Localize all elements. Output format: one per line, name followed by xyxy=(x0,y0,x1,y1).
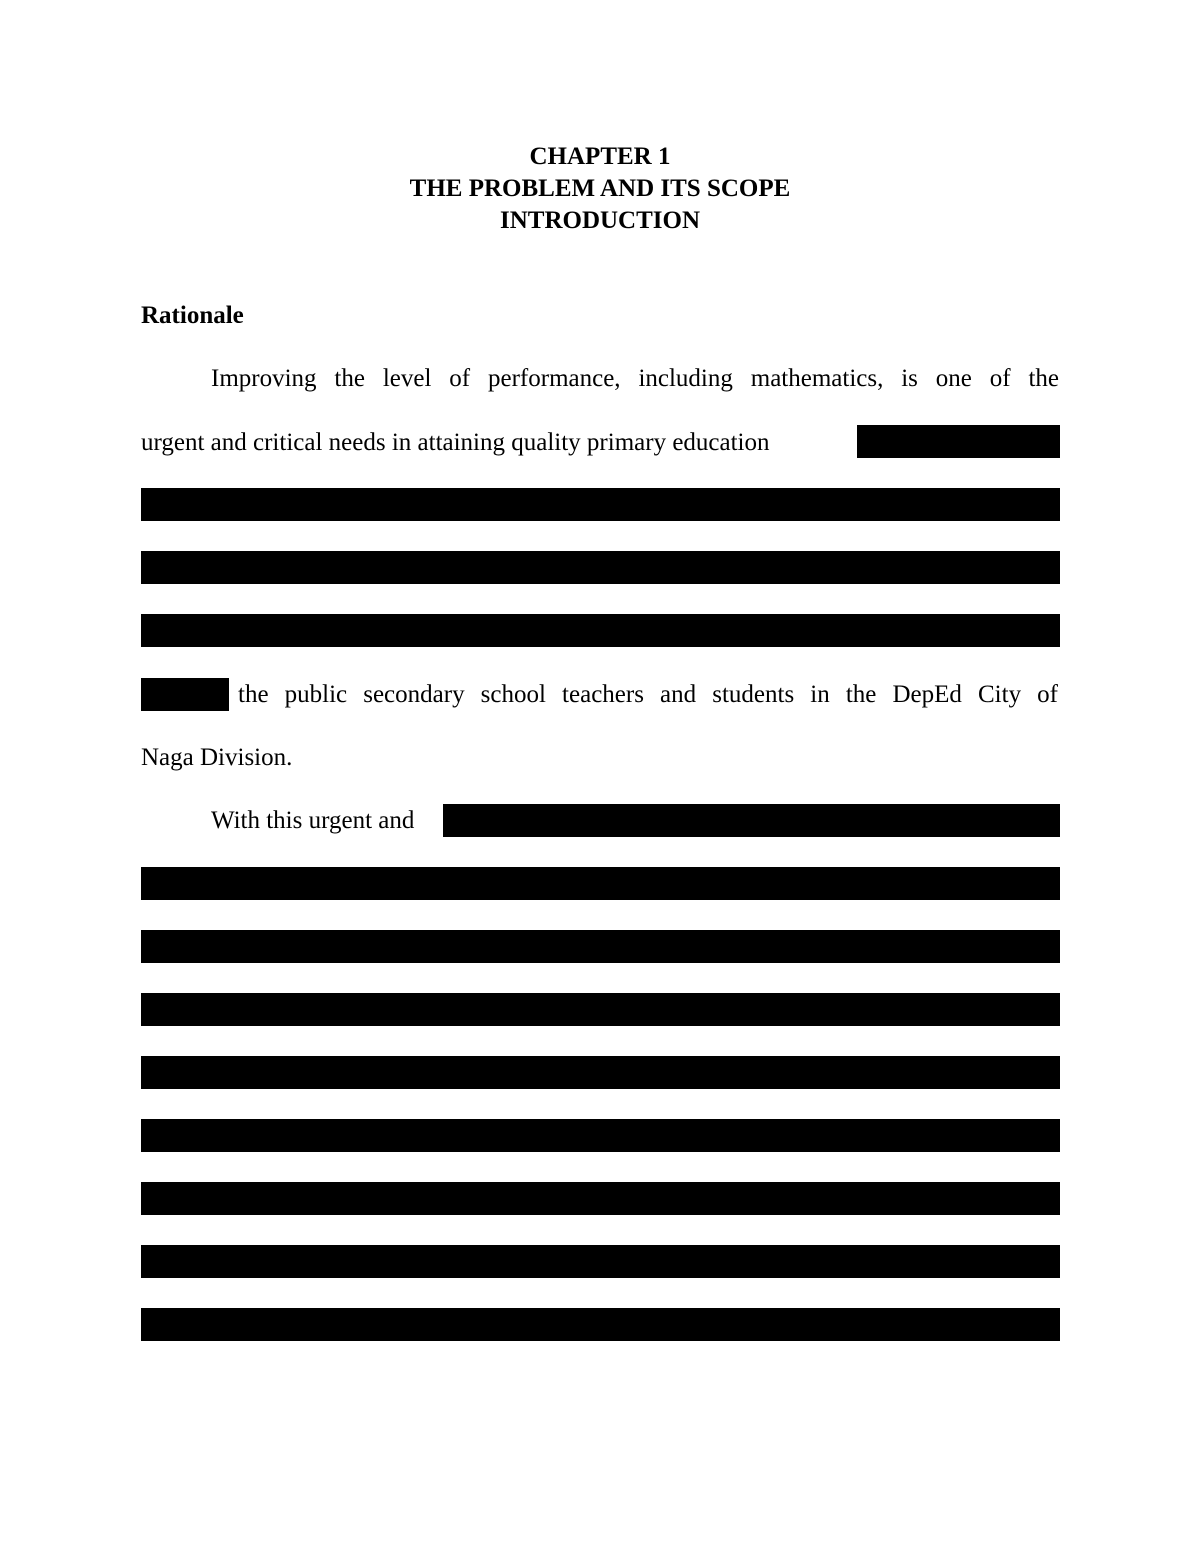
redaction-bar xyxy=(141,1308,1060,1341)
redaction-bar xyxy=(141,614,1060,647)
chapter-subtitle: INTRODUCTION xyxy=(499,207,701,234)
redaction-bar xyxy=(443,804,1060,837)
paragraph1-line6: the public secondary school teachers and students in the DepEd City of xyxy=(238,681,1058,708)
redaction-bar xyxy=(141,551,1060,584)
redaction-bar xyxy=(141,1245,1060,1278)
paragraph1-line7: Naga Division. xyxy=(141,744,293,771)
redaction-bar xyxy=(141,488,1060,521)
paragraph2-line1: With this urgent and xyxy=(211,807,415,834)
redaction-bar xyxy=(141,993,1060,1026)
redaction-bar xyxy=(141,1182,1060,1215)
redaction-bar xyxy=(141,1119,1060,1152)
chapter-title: THE PROBLEM AND ITS SCOPE xyxy=(409,175,791,202)
section-title-rationale: Rationale xyxy=(141,302,244,329)
paragraph1-line2: urgent and critical needs in attaining quality primary education xyxy=(141,429,770,456)
redaction-bar xyxy=(141,930,1060,963)
redaction-bar xyxy=(141,867,1060,900)
redaction-bar xyxy=(857,425,1060,458)
paragraph1-line1: Improving the level of performance, including mathematics, is one of the xyxy=(211,365,1059,392)
chapter-number: CHAPTER 1 xyxy=(529,143,671,170)
redaction-bar xyxy=(141,678,229,711)
redaction-bar xyxy=(141,1056,1060,1089)
